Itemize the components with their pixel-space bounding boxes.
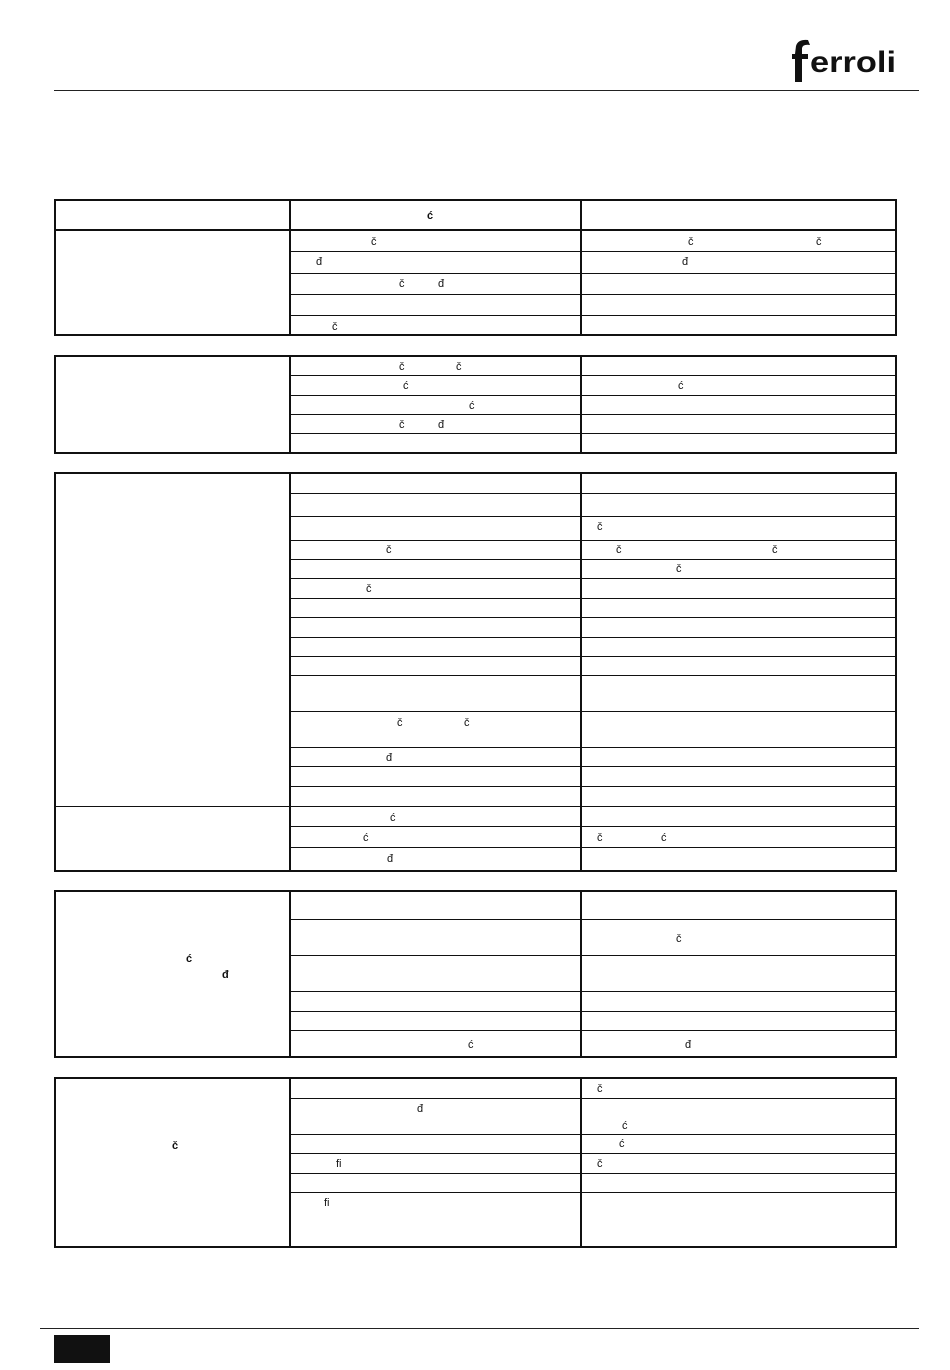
footer-rule — [40, 1328, 919, 1329]
cell-text: ć — [622, 1120, 628, 1132]
table-section-3 — [54, 472, 897, 872]
cell-text: č — [676, 933, 682, 945]
cell-text: č — [816, 236, 822, 248]
table-section-2 — [54, 355, 897, 454]
group-label-text: č — [172, 1140, 179, 1152]
cell-text: č — [332, 321, 338, 333]
cell-text: č — [597, 832, 603, 844]
cell-text: č — [456, 361, 462, 373]
cell-text: č — [366, 583, 372, 595]
cell-text: č — [772, 544, 778, 556]
cell-text: ć — [468, 1039, 474, 1051]
cell-text: č — [676, 563, 682, 575]
cell-text: č — [597, 1158, 603, 1170]
cell-text: č — [397, 717, 403, 729]
cell-text: ć — [678, 380, 684, 392]
table-section-5 — [54, 1077, 897, 1248]
cell-text: č — [399, 419, 405, 431]
cell-text: đ — [387, 853, 394, 865]
svg-text:erroli: erroli — [810, 46, 896, 79]
group-label-text: đ — [222, 969, 229, 981]
cell-text: đ — [685, 1039, 692, 1051]
cell-text: fi — [324, 1197, 330, 1209]
cell-text: fi — [336, 1158, 342, 1170]
cell-text: ć — [619, 1138, 625, 1150]
cell-text: đ — [438, 278, 445, 290]
table-header — [54, 199, 897, 231]
cell-text: đ — [438, 419, 445, 431]
header-col2-text: ć — [427, 210, 434, 222]
cell-text: đ — [386, 752, 393, 764]
cell-text: č — [597, 521, 603, 533]
cell-text: ć — [390, 812, 396, 824]
cell-text: č — [464, 717, 470, 729]
cell-text: đ — [682, 256, 689, 268]
cell-text: ć — [403, 380, 409, 392]
cell-text: ć — [469, 400, 475, 412]
cell-text: č — [399, 278, 405, 290]
cell-text: č — [597, 1083, 603, 1095]
table-section-1 — [54, 229, 897, 336]
table-section-4 — [54, 890, 897, 1058]
ferroli-logo — [790, 36, 902, 84]
cell-text: ć — [363, 832, 369, 844]
cell-text: đ — [417, 1103, 424, 1115]
cell-text: č — [399, 361, 405, 373]
group-label-text: ć — [186, 953, 193, 965]
cell-text: đ — [316, 256, 323, 268]
cell-text: č — [688, 236, 694, 248]
cell-text: č — [371, 236, 377, 248]
cell-text: ć — [661, 832, 667, 844]
page-number-box — [54, 1335, 110, 1363]
cell-text: č — [616, 544, 622, 556]
header-rule — [54, 90, 919, 91]
cell-text: č — [386, 544, 392, 556]
